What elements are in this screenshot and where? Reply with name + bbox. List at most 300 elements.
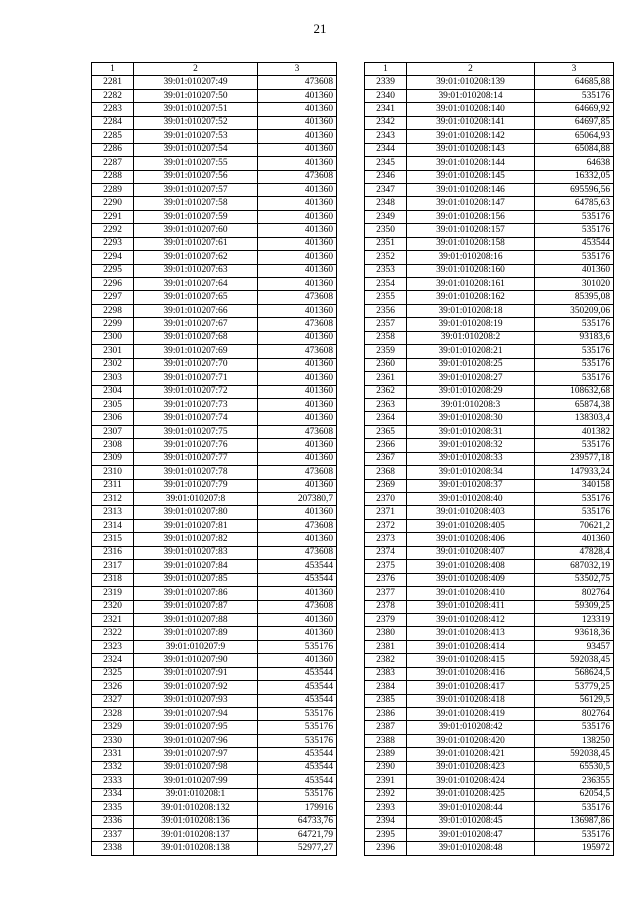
cadastral-number-cell: 39:01:010207:91 (134, 667, 258, 680)
value-cell: 16332,05 (535, 170, 614, 183)
table-row (365, 761, 614, 774)
row-number-cell: 2294 (92, 251, 134, 264)
row-number-cell: 2332 (92, 761, 134, 774)
table-row (365, 224, 614, 237)
row-number-cell: 2335 (92, 802, 134, 815)
value-cell: 453544 (258, 775, 337, 788)
table-row (365, 318, 614, 331)
value-cell: 535176 (258, 734, 337, 747)
value-cell: 802764 (535, 587, 614, 600)
cadastral-number-cell: 39:01:010208:408 (407, 560, 535, 573)
value-cell: 535176 (535, 372, 614, 385)
value-cell: 401360 (258, 237, 337, 250)
row-number-cell: 2304 (92, 385, 134, 398)
row-number-cell: 2317 (92, 560, 134, 573)
row-number-cell: 2303 (92, 372, 134, 385)
row-number-cell: 2382 (365, 654, 407, 667)
cadastral-number-cell: 39:01:010208:48 (407, 842, 535, 855)
value-cell: 453544 (258, 573, 337, 586)
value-cell: 535176 (535, 439, 614, 452)
value-cell: 401360 (258, 358, 337, 371)
row-number-cell: 2284 (92, 116, 134, 129)
value-cell: 401360 (258, 103, 337, 116)
row-number-cell: 2292 (92, 224, 134, 237)
table-row (365, 654, 614, 667)
value-cell: 350209,06 (535, 304, 614, 317)
row-number-cell: 2286 (92, 143, 134, 156)
value-cell: 535176 (535, 493, 614, 506)
cadastral-number-cell: 39:01:010207:79 (134, 479, 258, 492)
table-row (92, 573, 337, 586)
row-number-cell: 2381 (365, 640, 407, 653)
row-number-cell: 2373 (365, 533, 407, 546)
cadastral-number-cell: 39:01:010207:83 (134, 546, 258, 559)
value-cell: 592038,45 (535, 748, 614, 761)
row-number-cell: 2374 (365, 546, 407, 559)
cadastral-number-cell: 39:01:010208:417 (407, 681, 535, 694)
value-cell: 138250 (535, 734, 614, 747)
table-row (365, 506, 614, 519)
table-row (92, 278, 337, 291)
row-number-cell: 2360 (365, 358, 407, 371)
table-row (92, 721, 337, 734)
value-cell: 136987,86 (535, 815, 614, 828)
cadastral-number-cell: 39:01:010208:34 (407, 466, 535, 479)
cadastral-number-cell: 39:01:010208:411 (407, 600, 535, 613)
table-row (92, 452, 337, 465)
value-cell: 401360 (258, 479, 337, 492)
cadastral-number-cell: 39:01:010208:414 (407, 640, 535, 653)
table-row (92, 210, 337, 223)
row-number-cell: 2371 (365, 506, 407, 519)
cadastral-number-cell: 39:01:010208:37 (407, 479, 535, 492)
table-row (92, 412, 337, 425)
table-row (92, 842, 337, 855)
row-number-cell: 2282 (92, 89, 134, 102)
row-number-cell: 2365 (365, 425, 407, 438)
cadastral-number-cell: 39:01:010208:136 (134, 815, 258, 828)
table-row (365, 197, 614, 210)
value-cell: 53502,75 (535, 573, 614, 586)
row-number-cell: 2364 (365, 412, 407, 425)
cadastral-number-cell: 39:01:010208:144 (407, 157, 535, 170)
row-number-cell: 2340 (365, 89, 407, 102)
row-number-cell: 2354 (365, 278, 407, 291)
row-number-cell: 2291 (92, 210, 134, 223)
row-number-cell: 2316 (92, 546, 134, 559)
value-cell: 535176 (535, 318, 614, 331)
cadastral-number-cell: 39:01:010207:61 (134, 237, 258, 250)
row-number-cell: 2290 (92, 197, 134, 210)
row-number-cell: 2348 (365, 197, 407, 210)
row-number-cell: 2385 (365, 694, 407, 707)
cadastral-number-cell: 39:01:010207:57 (134, 183, 258, 196)
cadastral-number-cell: 39:01:010207:64 (134, 278, 258, 291)
cadastral-number-cell: 39:01:010207:52 (134, 116, 258, 129)
table-row (92, 466, 337, 479)
row-number-cell: 2288 (92, 170, 134, 183)
value-cell: 401360 (258, 506, 337, 519)
cadastral-number-cell: 39:01:010207:55 (134, 157, 258, 170)
row-number-cell: 2372 (365, 519, 407, 532)
value-cell: 65530,5 (535, 761, 614, 774)
value-cell: 85395,08 (535, 291, 614, 304)
row-number-cell: 2394 (365, 815, 407, 828)
cadastral-number-cell: 39:01:010207:82 (134, 533, 258, 546)
value-cell: 473608 (258, 345, 337, 358)
row-number-cell: 2296 (92, 278, 134, 291)
row-number-cell: 2393 (365, 802, 407, 815)
table-row (92, 345, 337, 358)
table-row (365, 291, 614, 304)
value-cell: 401360 (258, 587, 337, 600)
cadastral-number-cell: 39:01:010208:40 (407, 493, 535, 506)
row-number-cell: 2295 (92, 264, 134, 277)
value-cell: 535176 (535, 89, 614, 102)
cadastral-number-cell: 39:01:010208:32 (407, 439, 535, 452)
table-row (92, 654, 337, 667)
column-header: 1 (365, 63, 407, 76)
table-row (92, 157, 337, 170)
table-row (92, 560, 337, 573)
row-number-cell: 2356 (365, 304, 407, 317)
table-row (365, 89, 614, 102)
column-header: 1 (92, 63, 134, 76)
cadastral-number-cell: 39:01:010208:407 (407, 546, 535, 559)
table-row (365, 76, 614, 89)
value-cell: 401360 (258, 224, 337, 237)
value-cell: 401360 (258, 627, 337, 640)
table-row (92, 76, 337, 89)
cadastral-number-cell: 39:01:010208:19 (407, 318, 535, 331)
value-cell: 535176 (535, 358, 614, 371)
row-number-cell: 2353 (365, 264, 407, 277)
cadastral-number-cell: 39:01:010208:1 (134, 788, 258, 801)
cadastral-number-cell: 39:01:010208:421 (407, 748, 535, 761)
cadastral-number-cell: 39:01:010207:65 (134, 291, 258, 304)
cadastral-number-cell: 39:01:010207:67 (134, 318, 258, 331)
cadastral-number-cell: 39:01:010208:42 (407, 721, 535, 734)
row-number-cell: 2289 (92, 183, 134, 196)
cadastral-number-cell: 39:01:010208:157 (407, 224, 535, 237)
table-row (92, 425, 337, 438)
row-number-cell: 2306 (92, 412, 134, 425)
cadastral-number-cell: 39:01:010208:418 (407, 694, 535, 707)
value-cell: 239577,18 (535, 452, 614, 465)
cadastral-number-cell: 39:01:010208:162 (407, 291, 535, 304)
value-cell: 401360 (258, 143, 337, 156)
row-number-cell: 2355 (365, 291, 407, 304)
value-cell: 473608 (258, 291, 337, 304)
table-row (365, 116, 614, 129)
table-row (92, 237, 337, 250)
value-cell: 535176 (258, 708, 337, 721)
value-cell: 401360 (535, 264, 614, 277)
data-table-right (364, 62, 614, 856)
cadastral-number-cell: 39:01:010207:50 (134, 89, 258, 102)
table-row (92, 546, 337, 559)
cadastral-number-cell: 39:01:010208:33 (407, 452, 535, 465)
table-row (365, 466, 614, 479)
table-row (92, 775, 337, 788)
row-number-cell: 2342 (365, 116, 407, 129)
cadastral-number-cell: 39:01:010207:66 (134, 304, 258, 317)
value-cell: 473608 (258, 318, 337, 331)
value-cell: 401360 (258, 613, 337, 626)
cadastral-number-cell: 39:01:010207:54 (134, 143, 258, 156)
cadastral-number-cell: 39:01:010207:76 (134, 439, 258, 452)
table-row (365, 694, 614, 707)
row-number-cell: 2325 (92, 667, 134, 680)
table-row (92, 331, 337, 344)
row-number-cell: 2339 (365, 76, 407, 89)
row-number-cell: 2319 (92, 587, 134, 600)
table-row (92, 439, 337, 452)
cadastral-number-cell: 39:01:010207:62 (134, 251, 258, 264)
value-cell: 52977,27 (258, 842, 337, 855)
column-header: 2 (407, 63, 535, 76)
value-cell: 473608 (258, 425, 337, 438)
value-cell: 401360 (258, 654, 337, 667)
cadastral-number-cell: 39:01:010208:160 (407, 264, 535, 277)
value-cell: 340158 (535, 479, 614, 492)
table-row (92, 143, 337, 156)
row-number-cell: 2384 (365, 681, 407, 694)
row-number-cell: 2298 (92, 304, 134, 317)
cadastral-number-cell: 39:01:010208:412 (407, 613, 535, 626)
value-cell: 473608 (258, 466, 337, 479)
value-cell: 535176 (258, 640, 337, 653)
cadastral-number-cell: 39:01:010208:143 (407, 143, 535, 156)
row-number-cell: 2329 (92, 721, 134, 734)
value-cell: 70621,2 (535, 519, 614, 532)
row-number-cell: 2347 (365, 183, 407, 196)
value-cell: 401382 (535, 425, 614, 438)
value-cell: 401360 (258, 331, 337, 344)
row-number-cell: 2318 (92, 573, 134, 586)
row-number-cell: 2324 (92, 654, 134, 667)
row-number-cell: 2311 (92, 479, 134, 492)
table-row (92, 170, 337, 183)
row-number-cell: 2391 (365, 775, 407, 788)
table-row (365, 802, 614, 815)
value-cell: 473608 (258, 519, 337, 532)
table-row (365, 815, 614, 828)
row-number-cell: 2386 (365, 708, 407, 721)
table-row (92, 398, 337, 411)
table-row (92, 224, 337, 237)
table-row (365, 278, 614, 291)
cadastral-number-cell: 39:01:010207:75 (134, 425, 258, 438)
table-row (92, 828, 337, 841)
table-row (92, 264, 337, 277)
row-number-cell: 2315 (92, 533, 134, 546)
cadastral-number-cell: 39:01:010208:424 (407, 775, 535, 788)
table-row (92, 251, 337, 264)
row-number-cell: 2323 (92, 640, 134, 653)
value-cell: 401360 (258, 278, 337, 291)
cadastral-number-cell: 39:01:010207:53 (134, 130, 258, 143)
value-cell: 401360 (535, 533, 614, 546)
value-cell: 535176 (258, 788, 337, 801)
cadastral-number-cell: 39:01:010207:58 (134, 197, 258, 210)
value-cell: 535176 (535, 506, 614, 519)
cadastral-number-cell: 39:01:010208:132 (134, 802, 258, 815)
cadastral-number-cell: 39:01:010208:14 (407, 89, 535, 102)
value-cell: 401360 (258, 197, 337, 210)
table-row (365, 627, 614, 640)
cadastral-number-cell: 39:01:010207:89 (134, 627, 258, 640)
table-row (365, 425, 614, 438)
cadastral-number-cell: 39:01:010207:77 (134, 452, 258, 465)
cadastral-number-cell: 39:01:010207:59 (134, 210, 258, 223)
table-row (92, 734, 337, 747)
value-cell: 401360 (258, 251, 337, 264)
table-row (92, 613, 337, 626)
cadastral-number-cell: 39:01:010208:16 (407, 251, 535, 264)
row-number-cell: 2377 (365, 587, 407, 600)
table-row (92, 493, 337, 506)
cadastral-number-cell: 39:01:010207:87 (134, 600, 258, 613)
cadastral-number-cell: 39:01:010207:96 (134, 734, 258, 747)
cadastral-number-cell: 39:01:010207:72 (134, 385, 258, 398)
value-cell: 123319 (535, 613, 614, 626)
row-number-cell: 2309 (92, 452, 134, 465)
cadastral-number-cell: 39:01:010208:161 (407, 278, 535, 291)
cadastral-number-cell: 39:01:010207:80 (134, 506, 258, 519)
table-row (92, 519, 337, 532)
value-cell: 93457 (535, 640, 614, 653)
row-number-cell: 2313 (92, 506, 134, 519)
value-cell: 802764 (535, 708, 614, 721)
row-number-cell: 2334 (92, 788, 134, 801)
row-number-cell: 2285 (92, 130, 134, 143)
column-header: 3 (535, 63, 614, 76)
table-row (92, 748, 337, 761)
table-row (92, 627, 337, 640)
row-number-cell: 2305 (92, 398, 134, 411)
table-row (92, 103, 337, 116)
row-number-cell: 2383 (365, 667, 407, 680)
row-number-cell: 2307 (92, 425, 134, 438)
cadastral-number-cell: 39:01:010208:30 (407, 412, 535, 425)
row-number-cell: 2333 (92, 775, 134, 788)
cadastral-number-cell: 39:01:010208:419 (407, 708, 535, 721)
cadastral-number-cell: 39:01:010207:78 (134, 466, 258, 479)
table-row (365, 748, 614, 761)
row-number-cell: 2349 (365, 210, 407, 223)
value-cell: 53779,25 (535, 681, 614, 694)
table-row (365, 331, 614, 344)
cadastral-number-cell: 39:01:010208:145 (407, 170, 535, 183)
value-cell: 401360 (258, 264, 337, 277)
table-row (92, 116, 337, 129)
value-cell: 453544 (258, 748, 337, 761)
value-cell: 93618,36 (535, 627, 614, 640)
data-table-left (91, 62, 337, 856)
row-number-cell: 2337 (92, 828, 134, 841)
value-cell: 138303,4 (535, 412, 614, 425)
row-number-cell: 2378 (365, 600, 407, 613)
cadastral-number-cell: 39:01:010207:92 (134, 681, 258, 694)
row-number-cell: 2368 (365, 466, 407, 479)
table-row (365, 345, 614, 358)
cadastral-number-cell: 39:01:010208:138 (134, 842, 258, 855)
value-cell: 147933,24 (535, 466, 614, 479)
cadastral-number-cell: 39:01:010207:93 (134, 694, 258, 707)
value-cell: 64733,76 (258, 815, 337, 828)
table-row (365, 103, 614, 116)
cadastral-number-cell: 39:01:010208:409 (407, 573, 535, 586)
cadastral-number-cell: 39:01:010208:18 (407, 304, 535, 317)
cadastral-number-cell: 39:01:010207:99 (134, 775, 258, 788)
table-row (92, 815, 337, 828)
row-number-cell: 2326 (92, 681, 134, 694)
table-row (92, 533, 337, 546)
row-number-cell: 2328 (92, 708, 134, 721)
column-header: 2 (134, 63, 258, 76)
table-row (92, 291, 337, 304)
table-row (92, 587, 337, 600)
table-row (92, 183, 337, 196)
cadastral-number-cell: 39:01:010207:70 (134, 358, 258, 371)
cadastral-number-cell: 39:01:010208:405 (407, 519, 535, 532)
cadastral-number-cell: 39:01:010207:97 (134, 748, 258, 761)
table-row (365, 613, 614, 626)
cadastral-number-cell: 39:01:010208:423 (407, 761, 535, 774)
row-number-cell: 2361 (365, 372, 407, 385)
cadastral-number-cell: 39:01:010208:156 (407, 210, 535, 223)
value-cell: 65064,93 (535, 130, 614, 143)
cadastral-number-cell: 39:01:010208:420 (407, 734, 535, 747)
value-cell: 236355 (535, 775, 614, 788)
value-cell: 195972 (535, 842, 614, 855)
value-cell: 473608 (258, 546, 337, 559)
cadastral-number-cell: 39:01:010208:27 (407, 372, 535, 385)
row-number-cell: 2327 (92, 694, 134, 707)
table-row (365, 372, 614, 385)
row-number-cell: 2375 (365, 560, 407, 573)
row-number-cell: 2366 (365, 439, 407, 452)
row-number-cell: 2330 (92, 734, 134, 747)
value-cell: 179916 (258, 802, 337, 815)
value-cell: 93183,6 (535, 331, 614, 344)
row-number-cell: 2379 (365, 613, 407, 626)
cadastral-number-cell: 39:01:010207:73 (134, 398, 258, 411)
cadastral-number-cell: 39:01:010208:139 (407, 76, 535, 89)
cadastral-number-cell: 39:01:010208:142 (407, 130, 535, 143)
table-row (365, 573, 614, 586)
cadastral-number-cell: 39:01:010207:88 (134, 613, 258, 626)
table-row (365, 143, 614, 156)
table-row (92, 802, 337, 815)
cadastral-number-cell: 39:01:010208:21 (407, 345, 535, 358)
value-cell: 401360 (258, 372, 337, 385)
page-number: 21 (313, 21, 327, 36)
table-row (365, 681, 614, 694)
row-number-cell: 2299 (92, 318, 134, 331)
value-cell: 453544 (258, 694, 337, 707)
cadastral-number-cell: 39:01:010208:2 (407, 331, 535, 344)
row-number-cell: 2331 (92, 748, 134, 761)
column-header: 3 (258, 63, 337, 76)
cadastral-number-cell: 39:01:010207:81 (134, 519, 258, 532)
cadastral-number-cell: 39:01:010208:146 (407, 183, 535, 196)
cadastral-number-cell: 39:01:010208:44 (407, 802, 535, 815)
row-number-cell: 2283 (92, 103, 134, 116)
value-cell: 473608 (258, 600, 337, 613)
table-row (365, 667, 614, 680)
